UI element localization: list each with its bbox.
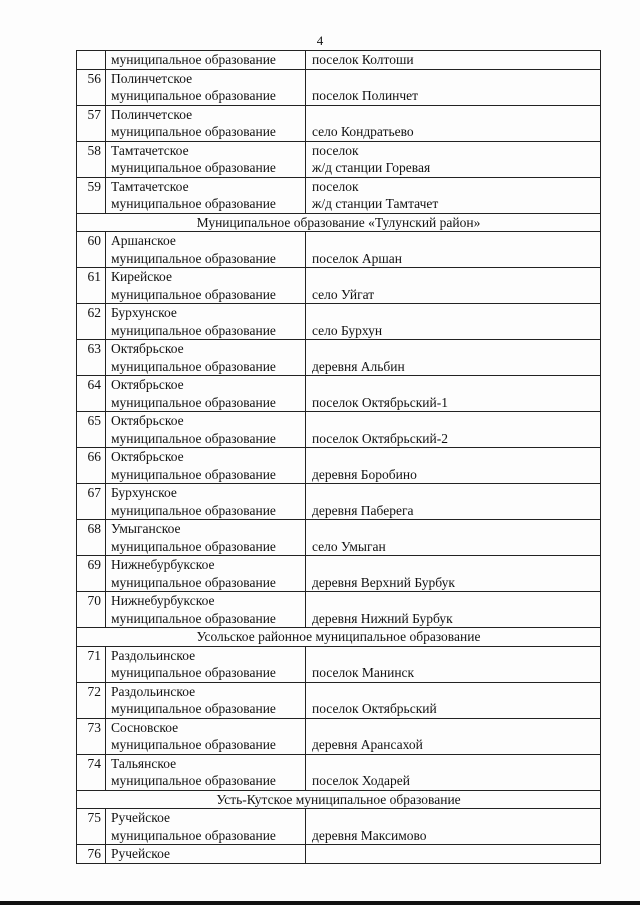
table-row bbox=[77, 718, 601, 754]
table-row bbox=[77, 845, 601, 864]
table-row bbox=[77, 141, 601, 177]
municipality-cell bbox=[106, 520, 306, 556]
row-number: 69 bbox=[77, 556, 106, 592]
page-number: 4 bbox=[316, 33, 324, 48]
table-row bbox=[77, 412, 601, 448]
cell-line: муниципальное образование bbox=[111, 574, 276, 590]
row-number: 76 bbox=[77, 845, 106, 864]
row-number: 58 bbox=[77, 141, 106, 177]
table-row bbox=[77, 520, 601, 556]
row-number: 62 bbox=[77, 304, 106, 340]
settlement-cell bbox=[306, 520, 601, 556]
settlement-cell bbox=[306, 412, 601, 448]
cell-line: Аршанское bbox=[111, 233, 176, 248]
cell-line: муниципальное образование bbox=[111, 250, 276, 266]
cell-line: деревня Максимово bbox=[312, 827, 427, 843]
cell-line: Ручейское bbox=[111, 810, 171, 825]
settlement-cell bbox=[306, 69, 601, 105]
table-row bbox=[77, 232, 601, 268]
cell-line: Раздольинское bbox=[111, 647, 196, 663]
settlement-cell bbox=[306, 484, 601, 520]
cell-line: Полинчетское bbox=[111, 70, 193, 86]
cell-line: Нижнебурбукское bbox=[111, 557, 215, 572]
municipality-cell bbox=[106, 484, 306, 520]
settlement-cell bbox=[306, 646, 601, 682]
settlement-cell bbox=[306, 177, 601, 213]
row-number bbox=[77, 51, 106, 70]
table-body bbox=[77, 51, 601, 864]
row-number: 74 bbox=[77, 754, 106, 790]
settlement-cell bbox=[306, 304, 601, 340]
settlement-cell bbox=[306, 845, 601, 864]
cell-line: поселок Октябрьский bbox=[312, 701, 437, 716]
row-number: 73 bbox=[77, 718, 106, 754]
cell-line: муниципальное образование bbox=[111, 322, 276, 338]
section-header-row bbox=[77, 213, 601, 232]
municipality-cell bbox=[106, 376, 306, 412]
settlement-cell bbox=[306, 51, 601, 70]
cell-line: поселок Аршан bbox=[312, 250, 402, 266]
municipality-cell bbox=[106, 592, 306, 628]
settlement-cell bbox=[306, 376, 601, 412]
municipality-cell bbox=[106, 646, 306, 682]
cell-line: муниципальное образование bbox=[111, 610, 276, 626]
row-number: 68 bbox=[77, 520, 106, 556]
table-row bbox=[77, 51, 601, 70]
settlement-cell bbox=[306, 268, 601, 304]
table-row bbox=[77, 646, 601, 682]
municipality-cell bbox=[106, 448, 306, 484]
row-number: 70 bbox=[77, 592, 106, 628]
cell-line: село Кондратьево bbox=[312, 124, 414, 139]
cell-line: муниципальное образование bbox=[111, 286, 276, 302]
row-number: 72 bbox=[77, 682, 106, 718]
table-row bbox=[77, 304, 601, 340]
settlement-cell bbox=[306, 340, 601, 376]
cell-line: муниципальное образование bbox=[111, 88, 276, 103]
table-row bbox=[77, 592, 601, 628]
table-row bbox=[77, 376, 601, 412]
cell-line: Раздольинское bbox=[111, 683, 196, 699]
municipality-cell bbox=[106, 682, 306, 718]
cell-line: муниципальное образование bbox=[111, 665, 276, 680]
cell-line: муниципальное образование bbox=[111, 466, 276, 482]
cell-line: Бурхунское bbox=[111, 305, 177, 320]
row-number: 75 bbox=[77, 809, 106, 845]
cell-line: Умыганское bbox=[111, 521, 181, 536]
cell-line: село Умыган bbox=[312, 538, 386, 554]
row-number: 66 bbox=[77, 448, 106, 484]
cell-line: ж/д станции Тамтачет bbox=[312, 196, 439, 211]
section-title: Усть-Кутское муниципальное образование bbox=[77, 790, 601, 809]
cell-line: муниципальное образование bbox=[111, 773, 276, 788]
settlement-cell bbox=[306, 141, 601, 177]
municipality-cell bbox=[106, 845, 306, 864]
table-row bbox=[77, 105, 601, 141]
cell-line: Ручейское bbox=[111, 846, 171, 861]
cell-line: Сосновское bbox=[111, 719, 179, 735]
cell-line: Тальянское bbox=[111, 755, 177, 771]
cell-line: деревня Боробино bbox=[312, 466, 417, 482]
settlement-cell bbox=[306, 556, 601, 592]
cell-line: поселок bbox=[312, 142, 359, 158]
cell-line: Тамтачетское bbox=[111, 178, 189, 194]
cell-line: Октябрьское bbox=[111, 449, 184, 464]
cell-line: муниципальное образование bbox=[111, 52, 276, 67]
cell-line: Октябрьское bbox=[111, 413, 184, 428]
municipality-cell bbox=[106, 809, 306, 845]
settlement-cell bbox=[306, 232, 601, 268]
row-number: 64 bbox=[77, 376, 106, 412]
cell-line: деревня Арансахой bbox=[312, 737, 423, 752]
cell-line: деревня Верхний Бурбук bbox=[312, 574, 455, 590]
cell-line: село Уйгат bbox=[312, 286, 375, 302]
cell-line: муниципальное образование bbox=[111, 196, 276, 211]
cell-line: муниципальное образование bbox=[111, 124, 276, 139]
row-number: 65 bbox=[77, 412, 106, 448]
cell-line: муниципальное образование bbox=[111, 394, 276, 410]
table-row bbox=[77, 556, 601, 592]
cell-line: муниципальное образование bbox=[111, 737, 276, 752]
municipality-cell bbox=[106, 177, 306, 213]
row-number: 61 bbox=[77, 268, 106, 304]
table-row bbox=[77, 682, 601, 718]
section-title: Муниципальное образование «Тулунский район» bbox=[77, 213, 601, 232]
municipality-cell bbox=[106, 556, 306, 592]
settlement-cell bbox=[306, 682, 601, 718]
municipality-cell bbox=[106, 304, 306, 340]
settlement-cell bbox=[306, 448, 601, 484]
row-number: 71 bbox=[77, 646, 106, 682]
row-number: 56 bbox=[77, 69, 106, 105]
cell-line: муниципальное образование bbox=[111, 538, 276, 554]
settlement-cell bbox=[306, 105, 601, 141]
municipality-cell bbox=[106, 412, 306, 448]
cell-line: поселок Манинск bbox=[312, 665, 415, 680]
cell-line: поселок Полинчет bbox=[312, 88, 419, 103]
municipality-cell bbox=[106, 105, 306, 141]
cell-line: муниципальное образование bbox=[111, 160, 276, 175]
settlement-cell bbox=[306, 718, 601, 754]
section-header-row bbox=[77, 790, 601, 809]
cell-line: деревня Альбин bbox=[312, 358, 405, 374]
settlement-cell bbox=[306, 809, 601, 845]
municipality-cell bbox=[106, 268, 306, 304]
table-row bbox=[77, 448, 601, 484]
table-row bbox=[77, 754, 601, 790]
section-header-row bbox=[77, 628, 601, 647]
municipality-cell bbox=[106, 718, 306, 754]
table-row bbox=[77, 809, 601, 845]
table-row bbox=[77, 484, 601, 520]
cell-line: муниципальное образование bbox=[111, 430, 276, 446]
cell-line: поселок Ходарей bbox=[312, 773, 410, 788]
municipality-cell bbox=[106, 141, 306, 177]
cell-line: Кирейское bbox=[111, 269, 172, 284]
table-row bbox=[77, 69, 601, 105]
cell-line: поселок bbox=[312, 178, 359, 194]
cell-line: муниципальное образование bbox=[111, 701, 276, 716]
cell-line: Полинчетское bbox=[111, 106, 193, 122]
section-title: Усольское районное муниципальное образование bbox=[77, 628, 601, 647]
cell-line: Октябрьское bbox=[111, 377, 184, 392]
row-number: 57 bbox=[77, 105, 106, 141]
cell-line: поселок Октябрьский-1 bbox=[312, 394, 448, 410]
cell-line: село Бурхун bbox=[312, 322, 383, 338]
row-number: 59 bbox=[77, 177, 106, 213]
bottom-rule bbox=[0, 901, 640, 905]
table-row bbox=[77, 268, 601, 304]
settlement-cell bbox=[306, 592, 601, 628]
municipality-cell bbox=[106, 754, 306, 790]
cell-line: ж/д станции Горевая bbox=[312, 160, 431, 175]
municipality-cell bbox=[106, 340, 306, 376]
row-number: 67 bbox=[77, 484, 106, 520]
row-number: 60 bbox=[77, 232, 106, 268]
cell-line: муниципальное образование bbox=[111, 827, 276, 843]
table-row bbox=[77, 177, 601, 213]
cell-line: муниципальное образование bbox=[111, 358, 276, 374]
cell-line: деревня Паберега bbox=[312, 502, 414, 518]
row-number: 63 bbox=[77, 340, 106, 376]
settlement-cell bbox=[306, 754, 601, 790]
cell-line: деревня Нижний Бурбук bbox=[312, 610, 453, 626]
cell-line: поселок Октябрьский-2 bbox=[312, 430, 448, 446]
cell-line: Бурхунское bbox=[111, 485, 177, 500]
cell-line: Октябрьское bbox=[111, 341, 184, 356]
cell-line: муниципальное образование bbox=[111, 502, 276, 518]
table-row bbox=[77, 340, 601, 376]
cell-line: Нижнебурбукское bbox=[111, 593, 215, 608]
settlements-table bbox=[76, 50, 601, 864]
municipality-cell bbox=[106, 51, 306, 70]
cell-line: поселок Колтоши bbox=[312, 52, 414, 67]
cell-line: Тамтачетское bbox=[111, 142, 189, 158]
municipality-cell bbox=[106, 232, 306, 268]
municipality-cell bbox=[106, 69, 306, 105]
